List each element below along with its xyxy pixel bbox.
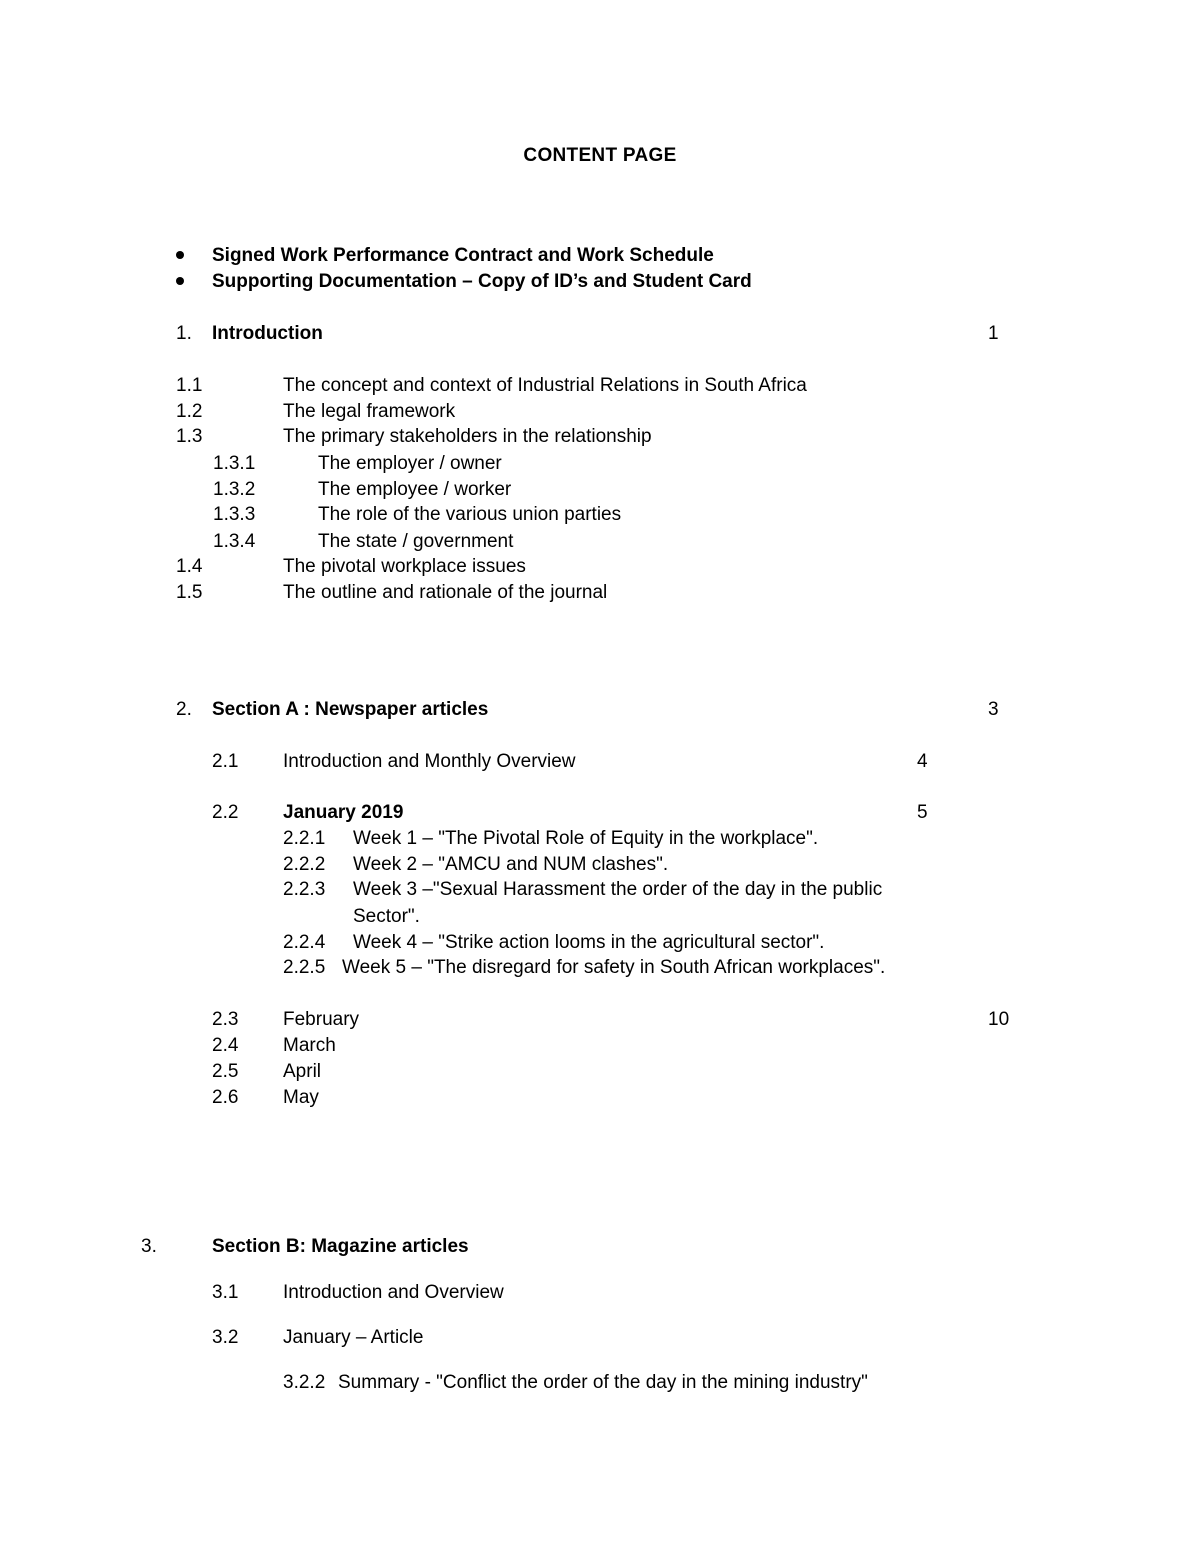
toc-item-text: May xyxy=(283,1087,319,1108)
toc-item-number: 3.2 xyxy=(212,1327,239,1348)
toc-item-text: The concept and context of Industrial Relations in South Africa xyxy=(283,375,807,396)
section-title: Introduction xyxy=(212,323,323,344)
section-title: Section B: Magazine articles xyxy=(212,1236,469,1257)
bullet-icon xyxy=(176,251,184,259)
toc-item-number: 2.4 xyxy=(212,1035,239,1056)
toc-item-number: 3.2.2 xyxy=(283,1372,326,1393)
toc-item-number: 1.2 xyxy=(176,401,203,422)
toc-item-number: 1.1 xyxy=(176,375,203,396)
toc-item-number: 2.2 xyxy=(212,802,239,823)
toc-item-number: 2.1 xyxy=(212,751,239,772)
toc-item-number: 2.6 xyxy=(212,1087,239,1108)
toc-item-number: 2.3 xyxy=(212,1009,239,1030)
toc-item-text: The state / government xyxy=(318,531,514,552)
toc-item-text: January – Article xyxy=(283,1327,424,1348)
section-number: 2. xyxy=(176,699,192,720)
toc-item-number: 1.3.4 xyxy=(213,531,256,552)
toc-item-number: 2.2.3 xyxy=(283,879,326,900)
toc-item-text: Week 3 –"Sexual Harassment the order of the day in the public xyxy=(353,879,883,900)
toc-item-text: Week 4 – "Strike action looms in the agricultural sector". xyxy=(353,932,825,953)
page-title: CONTENT PAGE xyxy=(523,145,677,166)
toc-item-text: The employer / owner xyxy=(318,453,502,474)
toc-item-text: Introduction and Overview xyxy=(283,1282,504,1303)
toc-item-number: 2.2.4 xyxy=(283,932,326,953)
section-number: 3. xyxy=(141,1236,157,1257)
toc-item-text: The role of the various union parties xyxy=(318,504,622,525)
toc-item-number: 1.3.1 xyxy=(213,453,256,474)
toc-item-text: March xyxy=(283,1035,336,1056)
toc-item-text: The pivotal workplace issues xyxy=(283,556,526,577)
toc-item-text: The outline and rationale of the journal xyxy=(283,582,608,603)
toc-item-text: January 2019 xyxy=(283,802,404,823)
toc-item-text: Introduction and Monthly Overview xyxy=(283,751,576,772)
page-number: 4 xyxy=(917,751,928,772)
toc-item-number: 1.3 xyxy=(176,426,203,447)
toc-item-text: The primary stakeholders in the relationship xyxy=(283,426,652,447)
toc-item-number: 2.5 xyxy=(212,1061,239,1082)
toc-item-number: 2.2.2 xyxy=(283,854,326,875)
toc-item-number: 2.2.5 xyxy=(283,957,326,978)
bullet-icon xyxy=(176,277,184,285)
section-number: 1. xyxy=(176,323,192,344)
page-number: 5 xyxy=(917,802,928,823)
toc-item-number: 1.3.2 xyxy=(213,479,256,500)
toc-item-text: Summary - "Conflict the order of the day in the mining industry" xyxy=(338,1372,868,1393)
toc-item-number: 3.1 xyxy=(212,1282,239,1303)
page-number: 3 xyxy=(988,699,999,720)
toc-item-text: The legal framework xyxy=(283,401,456,422)
bullet-item: Signed Work Performance Contract and Work Schedule xyxy=(212,245,714,266)
page-number: 10 xyxy=(988,1009,1010,1030)
bullet-item: Supporting Documentation – Copy of ID’s and Student Card xyxy=(212,271,752,292)
toc-item-text: April xyxy=(283,1061,322,1082)
toc-item-number: 2.2.1 xyxy=(283,828,326,849)
toc-item-text: Week 1 – "The Pivotal Role of Equity in the workplace". xyxy=(353,828,819,849)
toc-item-text: Sector". xyxy=(353,906,420,927)
toc-item-number: 1.4 xyxy=(176,556,203,577)
toc-item-number: 1.3.3 xyxy=(213,504,256,525)
toc-item-text: Week 5 – "The disregard for safety in South African workplaces". xyxy=(342,957,886,978)
toc-item-number: 1.5 xyxy=(176,582,203,603)
toc-item-text: February xyxy=(283,1009,360,1030)
toc-item-text: The employee / worker xyxy=(318,479,512,500)
page-number: 1 xyxy=(988,323,999,344)
section-title: Section A : Newspaper articles xyxy=(212,699,489,720)
toc-item-text: Week 2 – "AMCU and NUM clashes". xyxy=(353,854,669,875)
